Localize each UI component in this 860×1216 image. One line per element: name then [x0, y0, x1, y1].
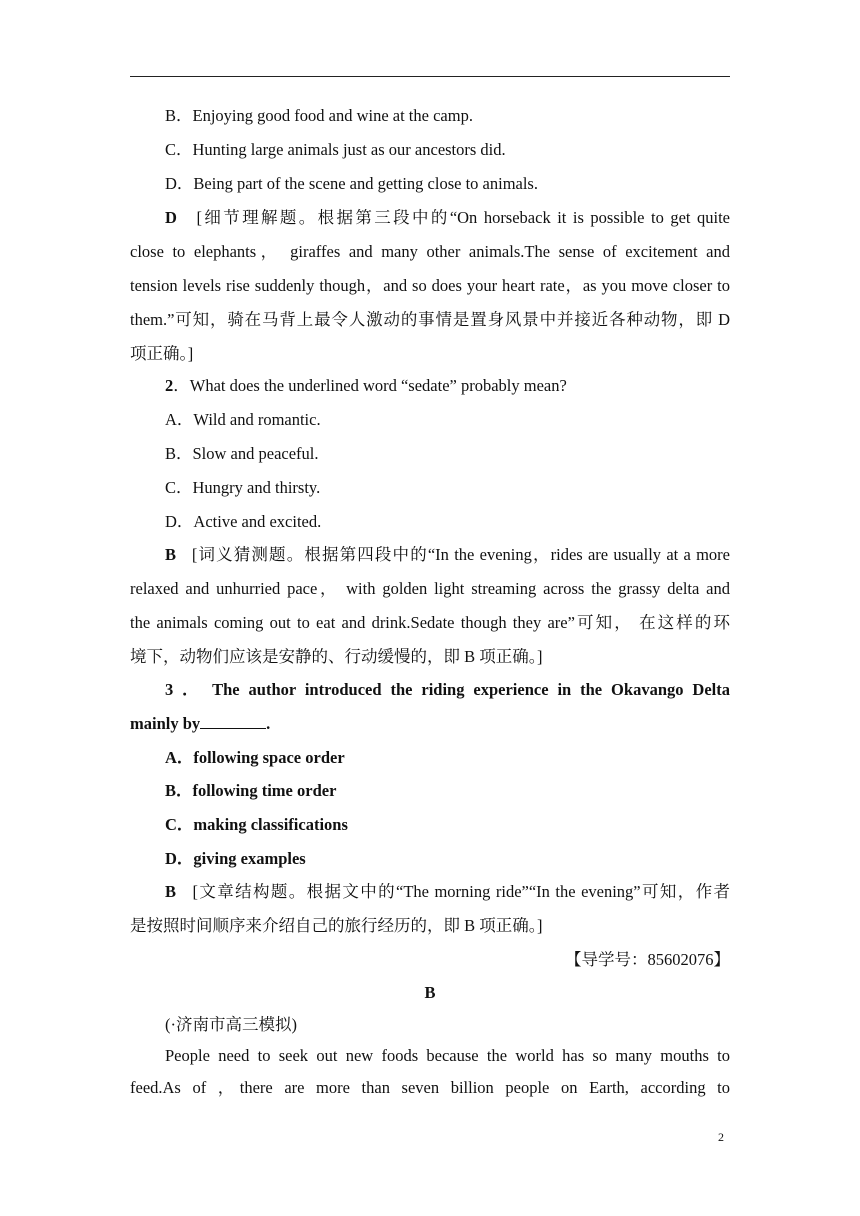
- section-heading: B: [424, 983, 436, 1002]
- answer-blank: [200, 714, 266, 729]
- q1-explanation-line2: close to elephants， giraffes and many other animals.The sense of excitement and: [130, 242, 730, 261]
- q1-option-c: C．Hunting large animals just as our ancestors did.: [165, 140, 506, 159]
- page-number: 2: [718, 1130, 724, 1144]
- q1-explanation-line5: 项正确。]: [130, 344, 194, 363]
- q2-option-d: D．Active and excited.: [165, 512, 322, 531]
- q1-answer-letter: D: [165, 208, 177, 227]
- q1-explanation-line1: [165, 208, 730, 228]
- q3-explanation-text: [文章结构题。根据文中的“The morning ride”“In the evening”可知，作者: [192, 882, 731, 901]
- q3-option-b: B．following time order: [165, 781, 337, 800]
- q2-number: 2: [165, 376, 174, 395]
- q2-option-c: C．Hungry and thirsty.: [165, 478, 321, 497]
- passage-line1: People need to seek out new foods because the world has so many mouths to: [165, 1046, 730, 1065]
- q2-explanation-line1: [165, 545, 730, 565]
- q3-option-d: D．giving examples: [165, 849, 306, 868]
- q2-explanation-text: [词义猜测题。根据第四段中的“In the evening，rides are usually at a more: [191, 545, 730, 564]
- q2-explanation-line3: the animals coming out to eat and drink.Sedate though they are”可知， 在这样的环: [130, 613, 730, 632]
- q1-option-b: B．Enjoying good food and wine at the camp.: [165, 106, 473, 125]
- q3-stem-end: .: [266, 714, 271, 733]
- q3-option-c: C．making classifications: [165, 815, 348, 834]
- q2-answer-letter: B: [165, 545, 177, 564]
- q2-option-a: A．Wild and romantic.: [165, 410, 321, 429]
- guide-number: 【导学号：85602076】: [565, 950, 730, 969]
- q3-stem-line2: [130, 714, 730, 734]
- q1-option-d: D．Being part of the scene and getting close to animals.: [165, 174, 538, 193]
- q2-explanation-line4: 境下，动物们应该是安静的、行动缓慢的，即 B 项正确。]: [130, 647, 543, 666]
- q3-stem-line1: 3 ． The author introduced the riding experience in the Okavango Delta: [165, 680, 730, 699]
- q2-stem-text: ．What does the underlined word “sedate” probably mean?: [173, 376, 567, 395]
- passage-line2: feed.As of ，there are more than seven billion people on Earth, according to: [130, 1078, 730, 1097]
- q3-answer-letter: B: [165, 882, 177, 901]
- q1-explanation-line3: tension levels rise suddenly though，and so does your heart rate，as you move closer to: [130, 276, 730, 295]
- header-rule: [130, 76, 730, 77]
- q2-option-b: B．Slow and peaceful.: [165, 444, 319, 463]
- q2-stem: [165, 376, 730, 396]
- q1-explanation-line4: them.”可知，骑在马背上最令人激动的事情是置身风景中并接近各种动物，即 D: [130, 310, 730, 329]
- source-note: (·济南市高三模拟): [165, 1015, 297, 1034]
- q1-explanation-text: [细节理解题。根据第三段中的“On horseback it is possible to get quite: [196, 208, 730, 227]
- q3-stem-lead: mainly by: [130, 714, 201, 733]
- q2-explanation-line2: relaxed and unhurried pace， with golden light streaming across the grassy delta and: [130, 579, 730, 598]
- q3-explanation-line1: [165, 882, 730, 902]
- q3-explanation-line2: 是按照时间顺序来介绍自己的旅行经历的，即 B 项正确。]: [130, 916, 543, 935]
- q3-option-a: A．following space order: [165, 748, 345, 767]
